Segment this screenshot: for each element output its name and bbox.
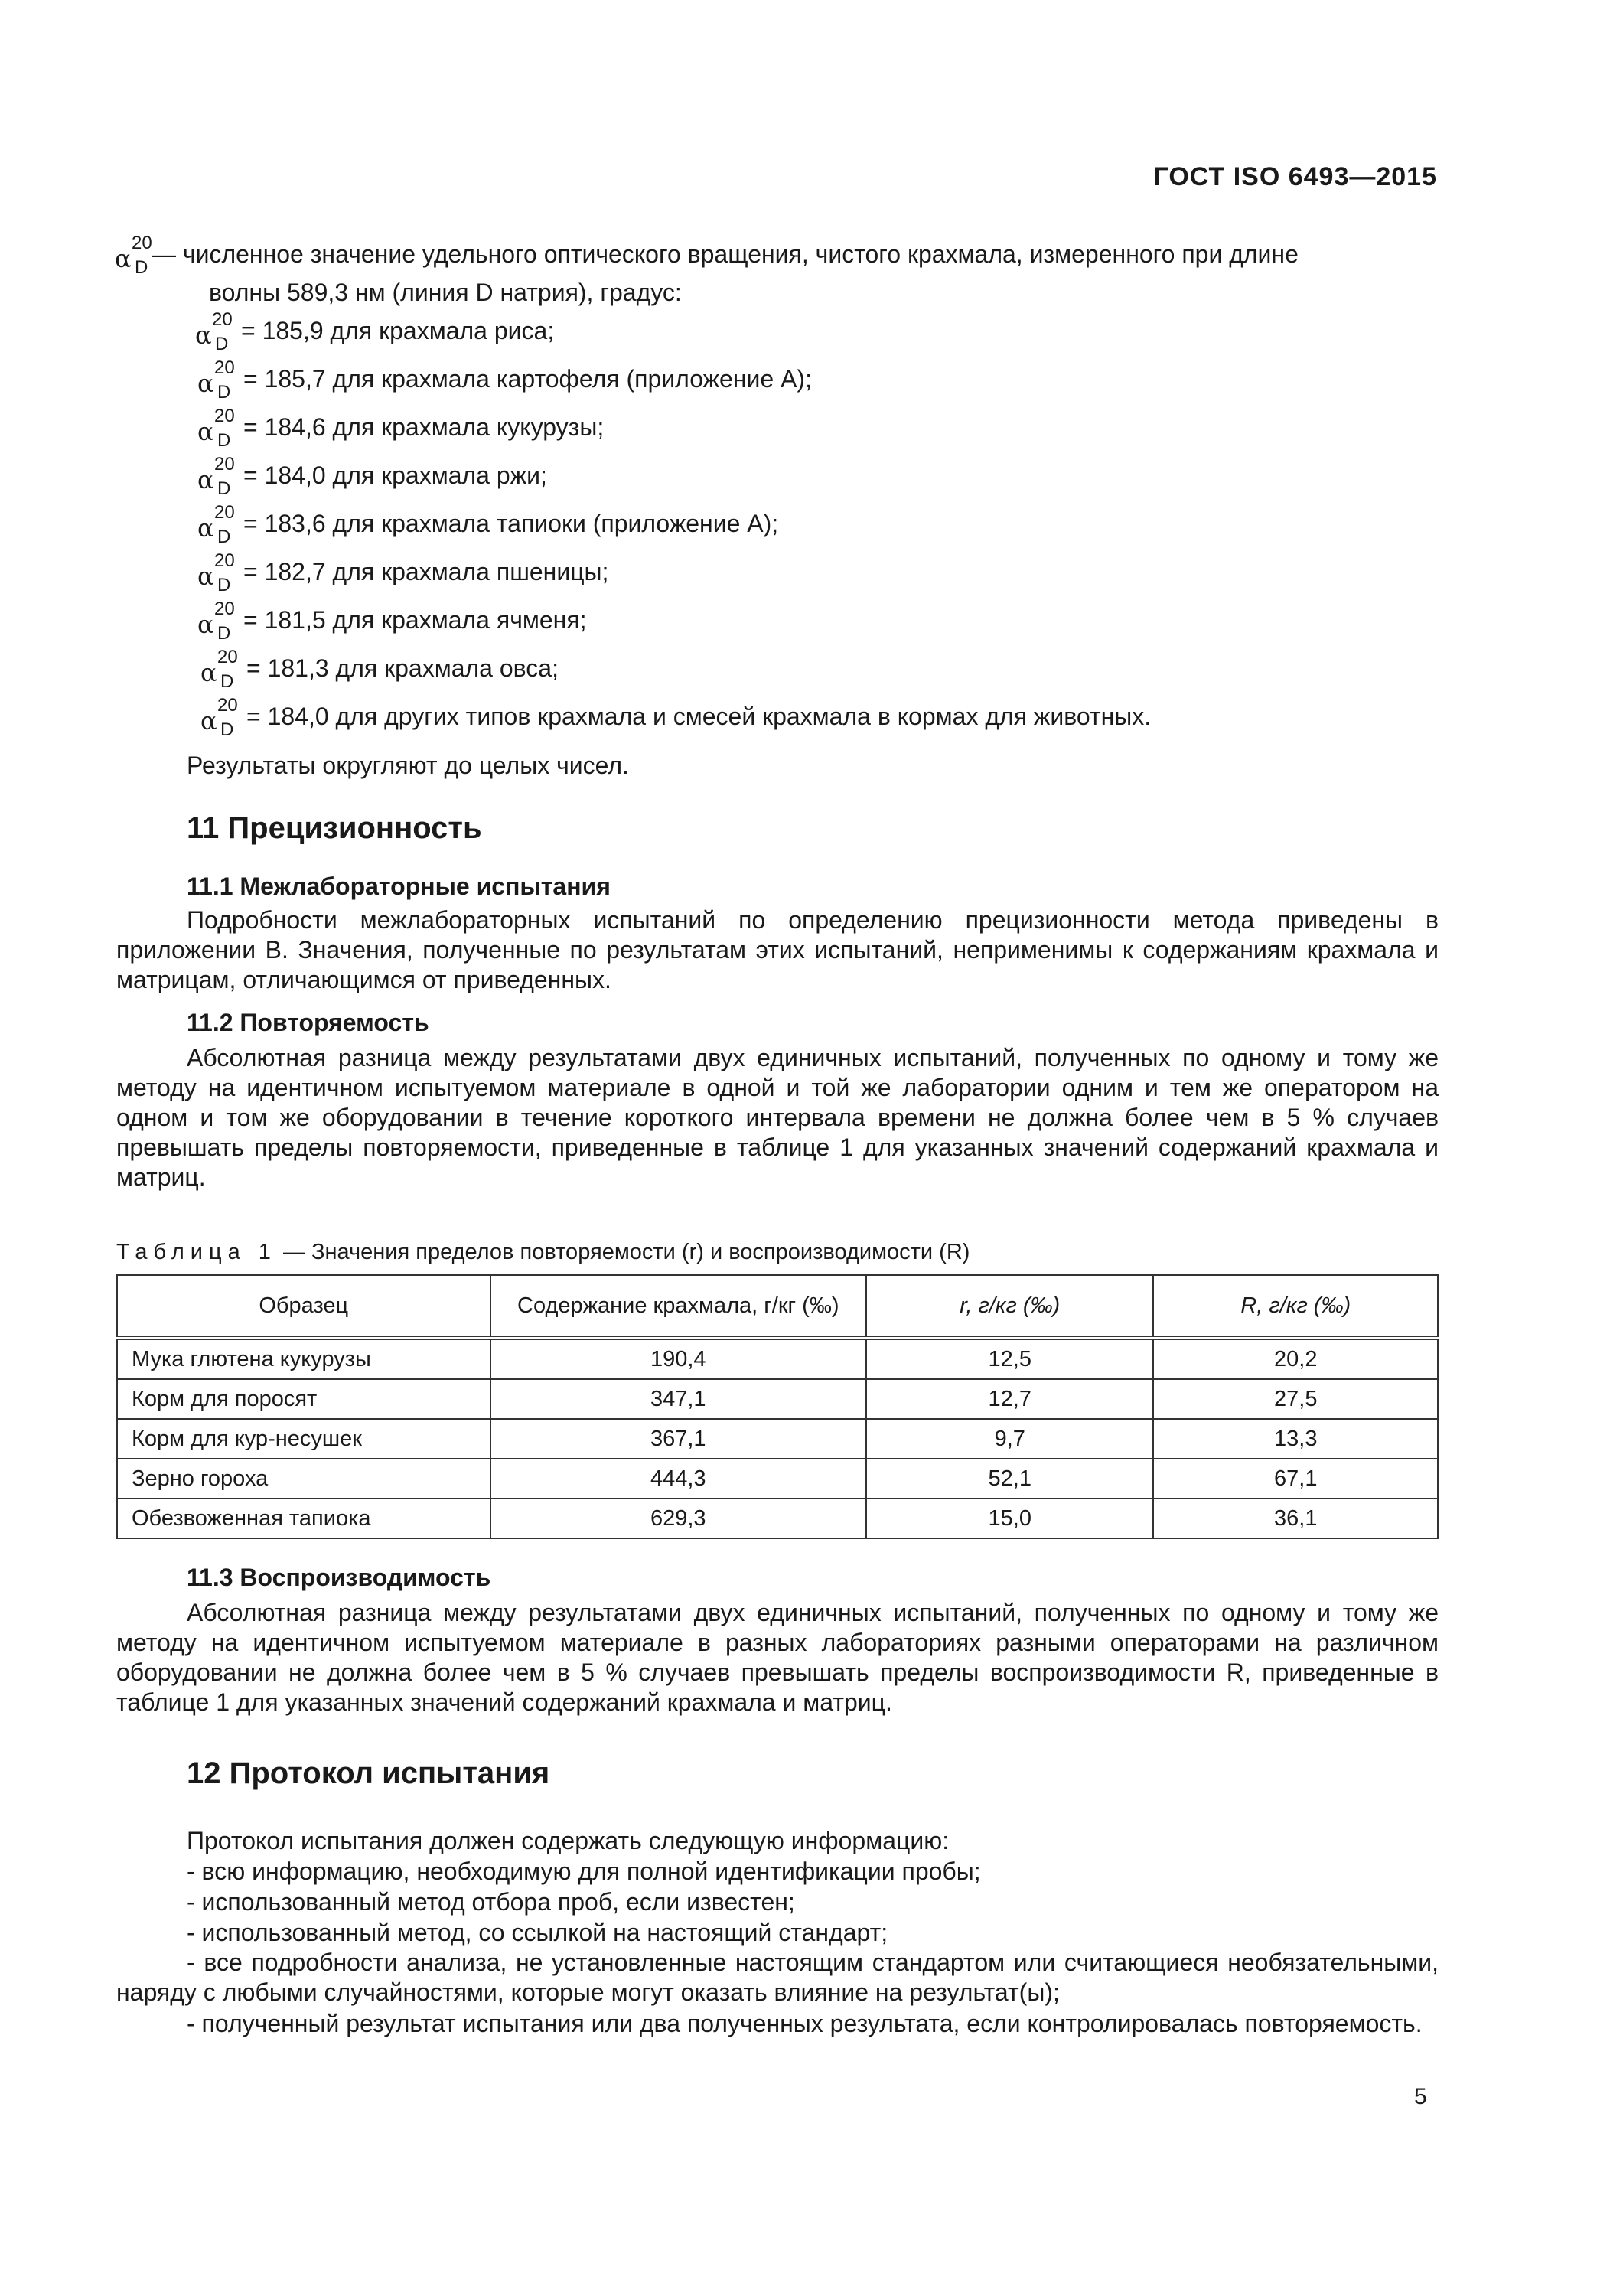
section-11-2-text: Абсолютная разница между результатами двух единичных испытаний, полученных по одному и тому же методу на идентичном испытуемом материале в одной и той же лаборатории одним и тем же оператором на одном и том же оборудовании в течение короткого интервала времени не должна более чем в 5 % случаев превышать пределы повторяемости, приведенные в таблице 1 для указанных значений содержаний крахмала и матриц.: [116, 1044, 1439, 1191]
col-header-starch-content: Содержание крахмала, г/кг (‰): [490, 1275, 866, 1338]
rotation-value-row: α 20 D = 181,3 для крахмала овса;: [200, 647, 559, 692]
rotation-value-row: α 20 D = 185,9 для крахмала риса;: [195, 309, 555, 354]
rotation-value-row: α 20 D = 184,0 для крахмала ржи;: [197, 454, 547, 499]
section-12-heading: 12 Протокол испытания: [187, 1756, 550, 1790]
table-row: Обезвоженная тапиока 629,3 15,0 36,1: [117, 1499, 1438, 1538]
table-row: Мука глютена кукурузы 190,4 12,5 20,2: [117, 1338, 1438, 1379]
section-11-heading: 11 Прецизионность: [187, 811, 482, 845]
table-row: Корм для поросят 347,1 12,7 27,5: [117, 1379, 1438, 1419]
protocol-item: - использованный метод отбора проб, если известен;: [187, 1888, 795, 1916]
repeatability-table: [116, 1274, 1439, 1539]
protocol-item: - всю информацию, необходимую для полной идентификации пробы;: [187, 1857, 981, 1885]
rotation-value-row: α 20 D = 185,7 для крахмала картофеля (приложение А);: [197, 357, 812, 403]
alpha-symbol: α 20 D: [197, 550, 235, 595]
col-header-r: r, г/кг (‰): [866, 1275, 1153, 1338]
section-11-1-text: Подробности межлабораторных испытаний по определению прецизионности метода приведены в приложении В. Значения, полученные по результатам этих испытаний, неприменимы к содержаниям крахмала и матрицам, отличающимся от приведенных.: [116, 906, 1439, 993]
table-row: Корм для кур-несушек 367,1 9,7 13,3: [117, 1419, 1438, 1459]
alpha-symbol: α 20 D: [115, 233, 152, 278]
page-number: 5: [1414, 2084, 1427, 2109]
protocol-item: - использованный метод, со ссылкой на настоящий стандарт;: [187, 1919, 888, 1946]
alpha-symbol: α 20 D: [197, 357, 235, 403]
definition-text: — численное значение удельного оптического вращения, чистого крахмала, измеренного при длине: [152, 240, 1299, 268]
col-header-R: R, г/кг (‰): [1153, 1275, 1438, 1338]
rotation-value-row: α 20 D = 184,0 для других типов крахмала и смесей крахмала в кормах для животных.: [200, 695, 1152, 740]
section-11-3-text: Абсолютная разница между результатами двух единичных испытаний, полученных по одному и тому же методу на идентичном испытуемом материале в разных лабораториях разными операторами на различном оборудовании не должна более чем в 5 % случаев превышать пределы воспроизводимости R, приведенные в таблице 1 для указанных значений содержаний крахмала и матриц.: [116, 1599, 1439, 1716]
section-11-2-heading: 11.2 Повторяемость: [187, 1009, 429, 1036]
section-11-3-heading: 11.3 Воспроизводимость: [187, 1564, 491, 1591]
table-header-row: [117, 1275, 1438, 1338]
alpha-symbol: α 20 D: [197, 502, 235, 547]
alpha-symbol: α 20 D: [200, 647, 238, 692]
table-caption: Таблица 1 — Значения пределов повторяемости (r) и воспроизводимости (R): [116, 1240, 970, 1264]
protocol-item: - полученный результат испытания или два полученных результата, если контролировалась повторяемость.: [187, 2010, 1423, 2037]
alpha-symbol: α 20 D: [200, 695, 238, 740]
rotation-value-row: α 20 D = 183,6 для крахмала тапиоки (приложение А);: [197, 502, 779, 547]
section-12-intro: Протокол испытания должен содержать следующую информацию:: [187, 1827, 950, 1854]
section-11-1-heading: 11.1 Межлабораторные испытания: [187, 872, 611, 900]
alpha-symbol: α 20 D: [197, 454, 235, 499]
alpha-symbol: α 20 D: [197, 598, 235, 644]
alpha-symbol: α 20 D: [197, 406, 235, 451]
rotation-value-row: α 20 D = 181,5 для крахмала ячменя;: [197, 598, 587, 644]
protocol-item: - все подробности анализа, не установленные настоящим стандартом или считающиеся необязательными, наряду с любыми случайностями, которые могут оказать влияние на результат(ы);: [116, 1949, 1439, 2006]
table-row: Зерно гороха 444,3 52,1 67,1: [117, 1459, 1438, 1499]
document-id-header: ГОСТ ISO 6493—2015: [1153, 162, 1437, 191]
alpha-symbol: α 20 D: [195, 309, 233, 354]
definition-line-2: волны 589,3 нм (линия D натрия), градус:: [209, 279, 682, 306]
rotation-value-row: α 20 D = 184,6 для крахмала кукурузы;: [197, 406, 605, 451]
rounding-note: Результаты округляют до целых чисел.: [187, 752, 629, 779]
rotation-value-row: α 20 D = 182,7 для крахмала пшеницы;: [197, 550, 609, 595]
col-header-sample: Образец: [117, 1275, 490, 1338]
definition-line: [115, 233, 1299, 278]
